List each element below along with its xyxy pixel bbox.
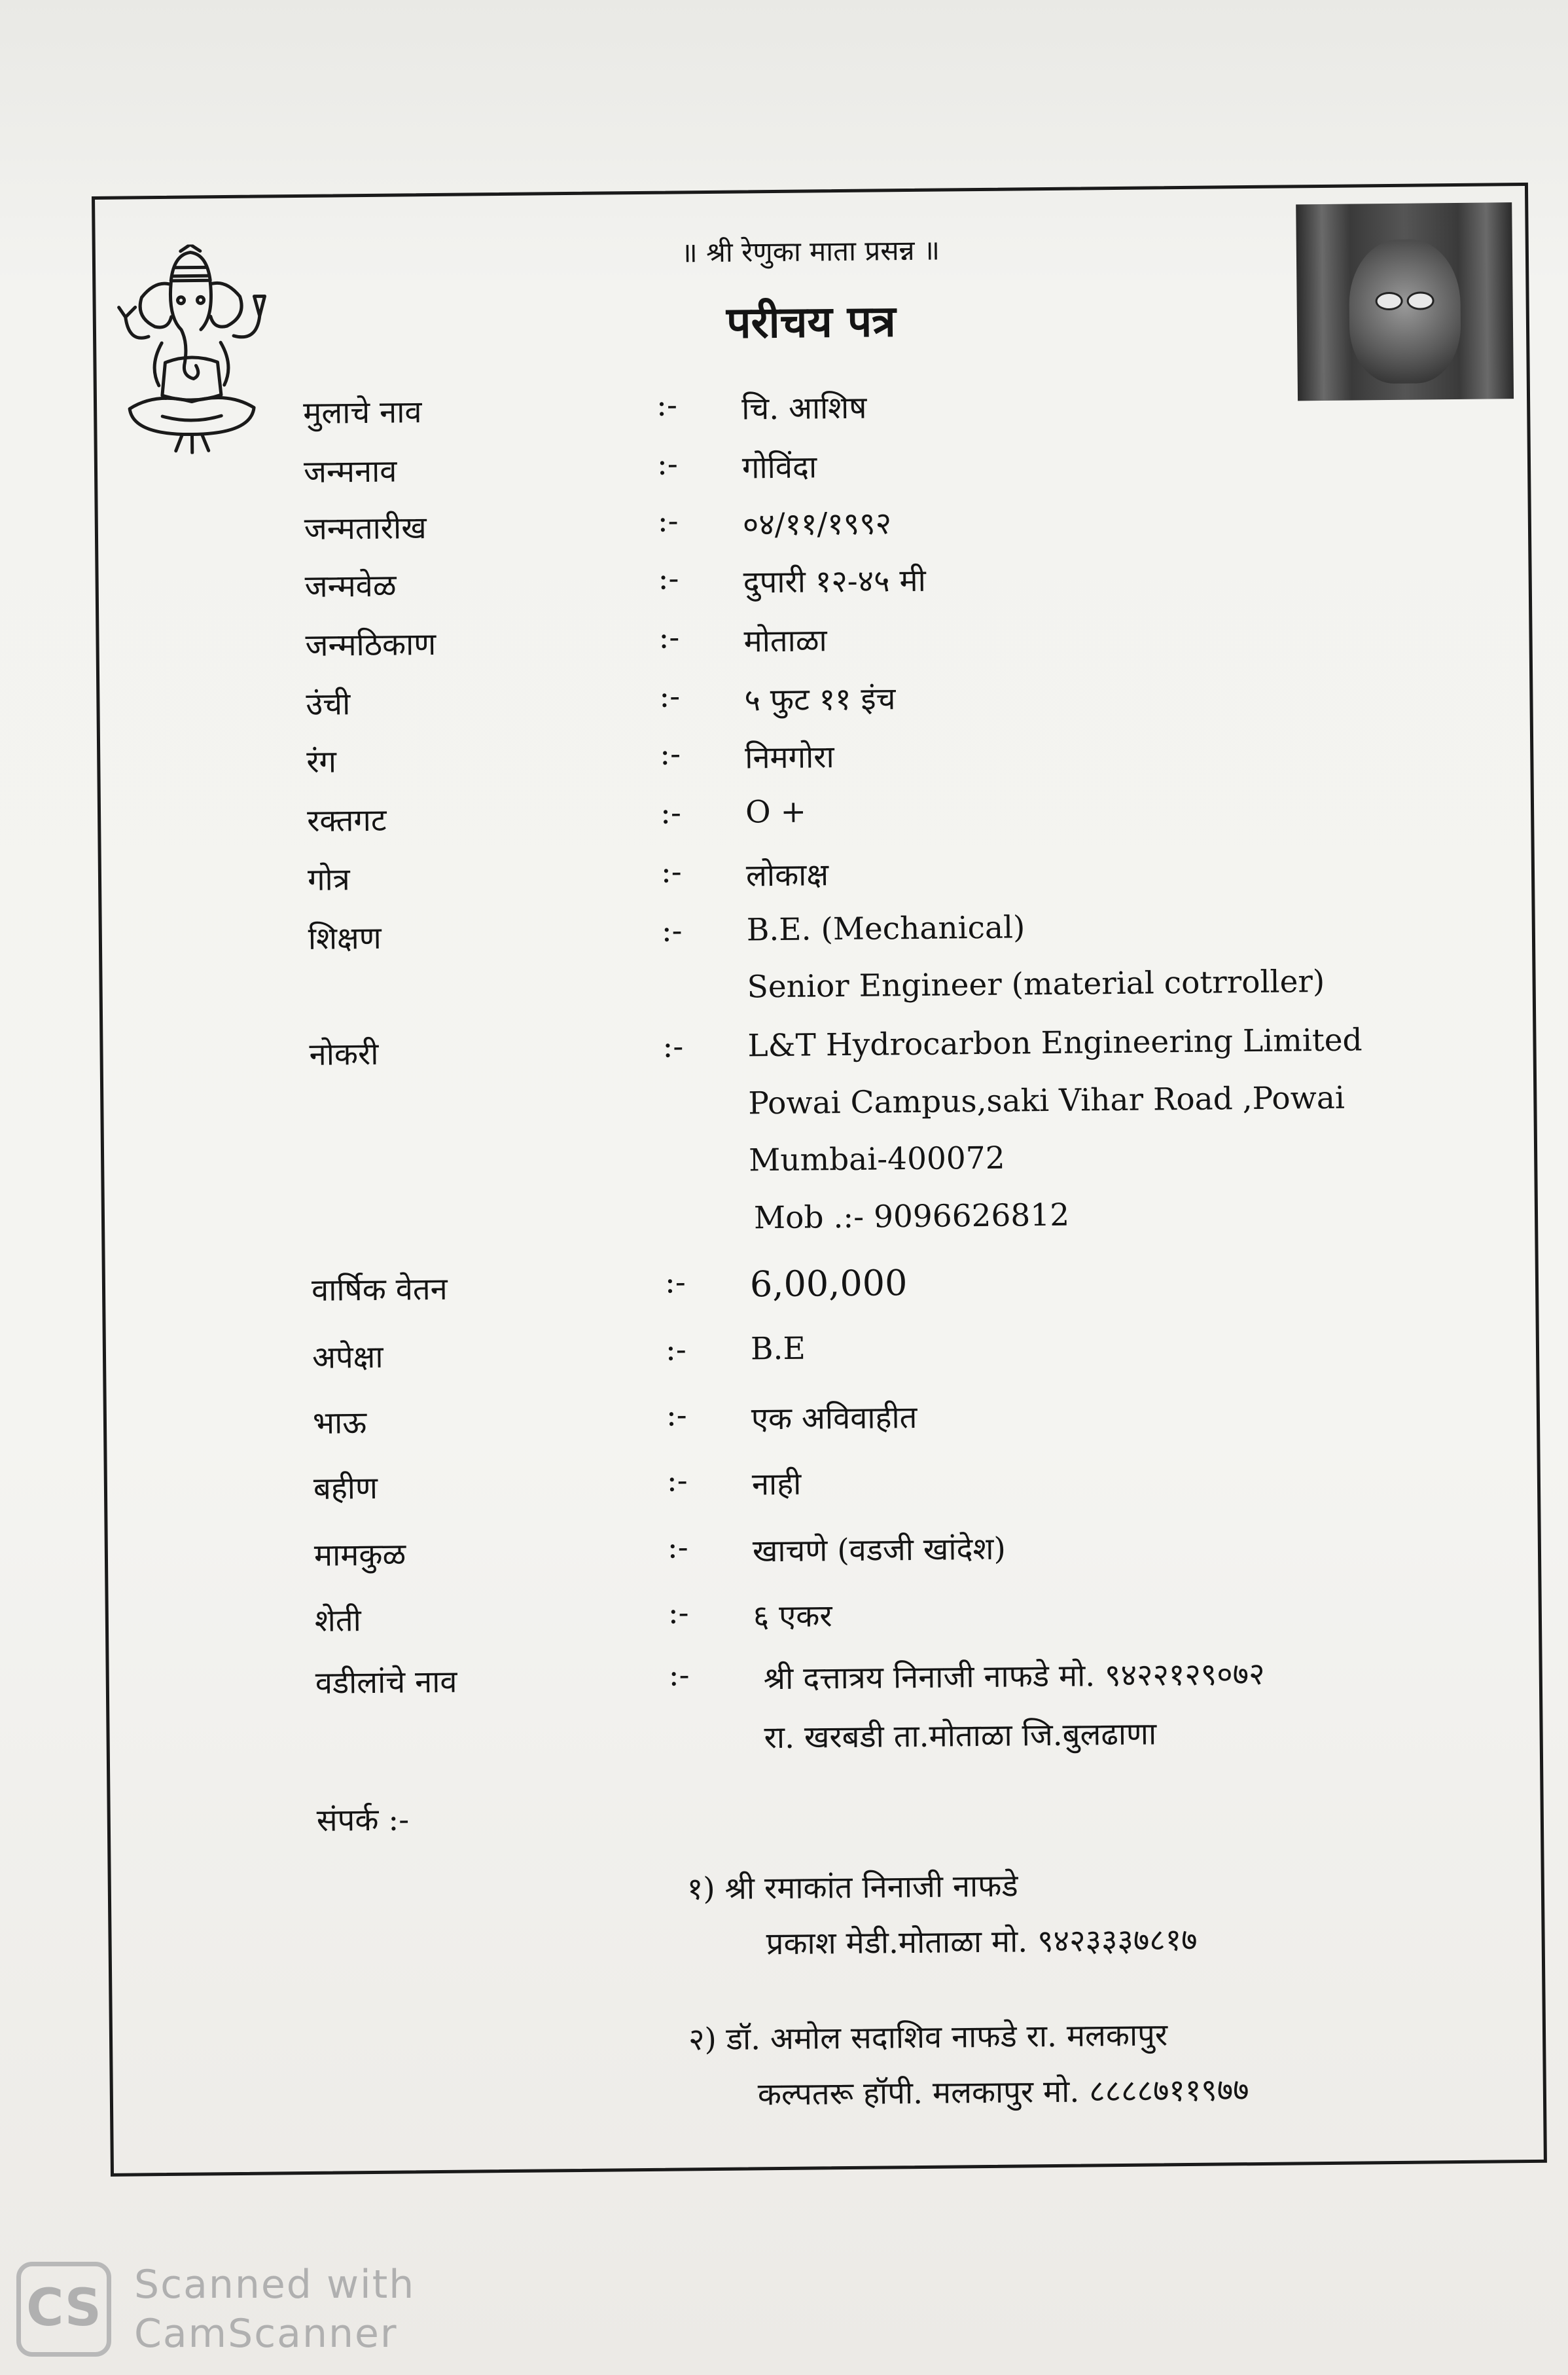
biodata-frame xyxy=(92,183,1547,2177)
field-separator: :- xyxy=(660,854,682,890)
field-value: B.E. (Mechanical) xyxy=(746,909,1025,949)
field-separator: :- xyxy=(666,1462,688,1499)
contact-label: संपर्क :- xyxy=(316,1802,410,1839)
job-address-line2: Mumbai-400072 xyxy=(748,1140,1005,1179)
father-address: रा. खरबडी ता.मोताळा जि.बुलढाणा xyxy=(764,1716,1157,1756)
field-value: नाही xyxy=(751,1466,802,1503)
field-label: मामकुळ xyxy=(313,1536,406,1574)
field-separator: :- xyxy=(658,619,680,656)
field-separator: :- xyxy=(657,503,679,539)
job-company: L&T Hydrocarbon Engineering Limited xyxy=(747,1022,1363,1064)
field-separator: :- xyxy=(666,1397,687,1434)
contact-2-name: २) डॉ. अमोल सदाशिव नाफडे रा. मलकापुर xyxy=(688,2017,1168,2058)
job-address-line1: Powai Campus,saki Vihar Road ,Powai xyxy=(748,1079,1345,1122)
field-value: B.E xyxy=(750,1330,806,1368)
job-mobile: Mob .:- 9096626812 xyxy=(753,1197,1070,1237)
contact-1-name: १) श्री रमाकांत निनाजी नाफडे xyxy=(686,1868,1018,1908)
field-value: ५ फुट ११ इंच xyxy=(744,681,896,719)
contact-1-details: प्रकाश मेडी.मोताळा मो. ९४२३३३७८१७ xyxy=(766,1921,1198,1963)
field-separator: :- xyxy=(658,560,679,597)
watermark-line2: CamScanner xyxy=(134,2311,398,2357)
field-label: जन्मवेळ xyxy=(304,568,397,605)
field-separator: :- xyxy=(667,1529,688,1566)
field-label: वार्षिक वेतन xyxy=(311,1271,448,1309)
document-title: परीचय पत्र xyxy=(726,295,897,348)
field-label: भाऊ xyxy=(312,1405,367,1441)
field-separator: :- xyxy=(660,795,682,831)
field-value: 6,00,000 xyxy=(749,1262,908,1305)
field-value: मोताळा xyxy=(743,623,827,660)
field-value: लोकाक्ष xyxy=(745,857,829,894)
field-label: शिक्षण xyxy=(308,920,382,957)
field-value: ६ एकर xyxy=(753,1598,832,1635)
field-label: शेती xyxy=(314,1603,362,1639)
field-value: ०४/११/१९९२ xyxy=(742,505,892,543)
field-label: बहीण xyxy=(313,1470,378,1507)
field-label: रंग xyxy=(306,744,337,780)
field-separator: :- xyxy=(668,1595,689,1631)
field-value: गोविंदा xyxy=(741,449,817,486)
field-separator: :- xyxy=(668,1657,690,1694)
field-value: एक अविवाहीत xyxy=(751,1399,918,1438)
field-value: निमगोरा xyxy=(745,739,834,776)
field-separator: :- xyxy=(665,1332,686,1368)
field-label: मुलाचे नाव xyxy=(302,394,422,431)
field-value: चि. आशिष xyxy=(741,390,867,427)
job-separator: :- xyxy=(662,1028,684,1065)
field-separator: :- xyxy=(656,446,678,482)
field-label: वडीलांचे नाव xyxy=(315,1663,457,1701)
field-separator: :- xyxy=(664,1264,686,1301)
field-separator: :- xyxy=(656,387,678,424)
field-value: O + xyxy=(745,793,807,831)
job-designation: Senior Engineer (material cotrroller) xyxy=(747,963,1325,1006)
field-value: खाचणे (वडजी खांदेश) xyxy=(752,1531,1007,1570)
contact-2-details: कल्पतरू हॉपी. मलकापुर मो. ८८८८७११९७७ xyxy=(757,2072,1249,2113)
invocation-line: ॥ श्री रेणुका माता प्रसन्न ॥ xyxy=(681,234,940,269)
field-value: श्री दत्तात्रय निनाजी नाफडे मो. ९४२२१२९०७२ xyxy=(763,1656,1265,1697)
field-separator: :- xyxy=(659,678,681,715)
job-label: नोकरी xyxy=(309,1036,379,1073)
field-separator: :- xyxy=(659,736,681,772)
field-label: जन्मनाव xyxy=(303,453,397,490)
field-label: गोत्र xyxy=(307,861,350,898)
camscanner-logo-icon: CS xyxy=(16,2262,111,2357)
field-label: अपेक्षा xyxy=(312,1339,383,1376)
watermark-line1: Scanned with xyxy=(134,2262,416,2308)
field-label: रक्तगट xyxy=(306,802,387,839)
field-label: जन्मतारीख xyxy=(304,510,427,547)
field-separator: :- xyxy=(661,913,683,949)
field-label: जन्मठिकाण xyxy=(305,626,437,664)
field-value: दुपारी १२-४५ मी xyxy=(743,562,926,601)
field-label: उंची xyxy=(306,686,351,723)
